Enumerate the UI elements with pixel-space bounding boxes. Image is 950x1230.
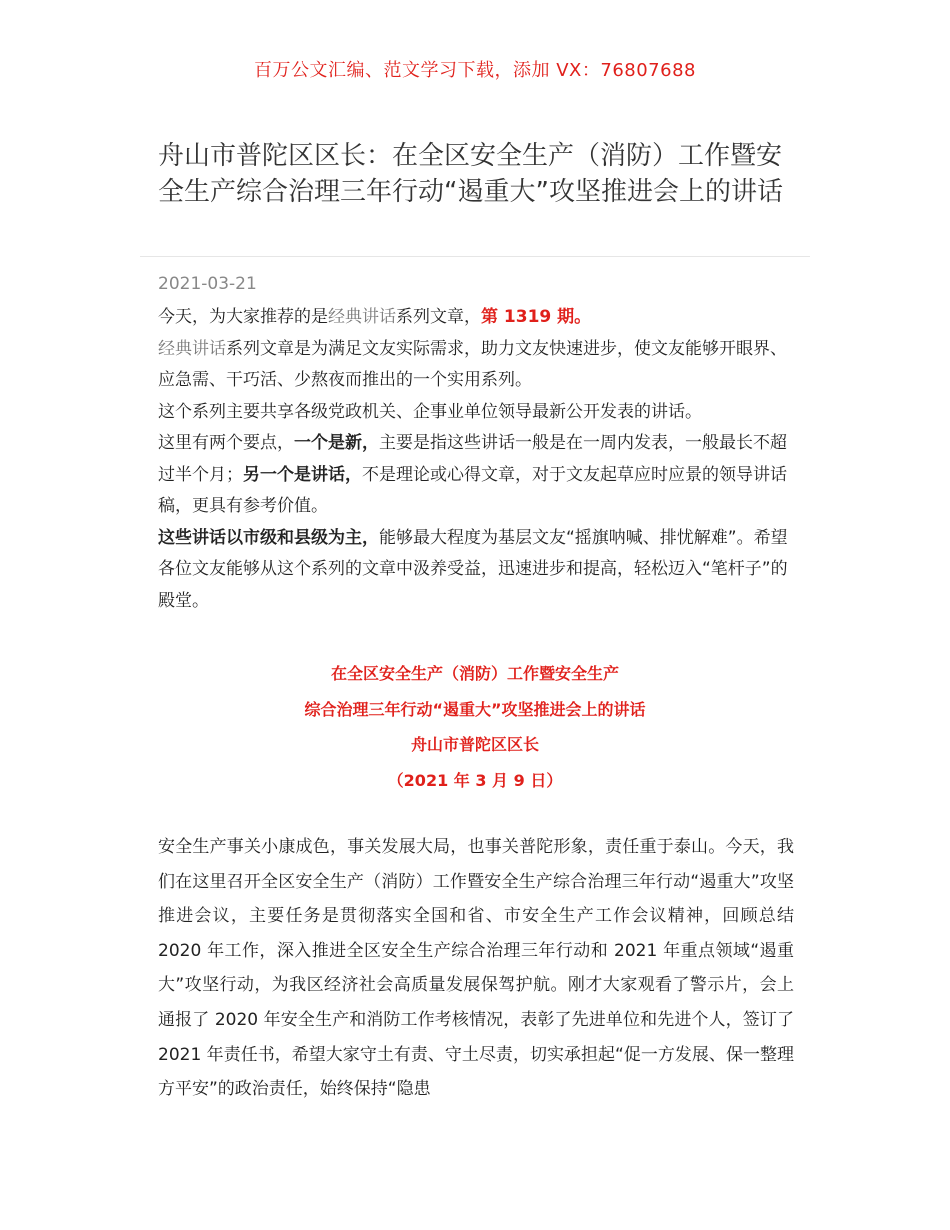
publish-date: 2021-03-21	[158, 274, 257, 294]
promo-banner: 百万公文汇编、范文学习下载，添加 VX：76807688	[254, 60, 696, 81]
issue-number: 第 1319 期。	[481, 307, 592, 327]
intro-emphasis: 另一个是讲话，	[243, 464, 362, 485]
intro-text: 主要是指这些讲话一般是在一周内发表，一般最长不超过半个月；	[158, 433, 787, 485]
series-intro	[158, 302, 794, 617]
intro-text: 这里有两个要点，	[158, 433, 294, 453]
intro-emphasis: 一个是新，	[294, 433, 379, 453]
series-name: 经典讲话	[328, 307, 396, 327]
intro-paragraph-3: 这个系列主要共享各级党政机关、企事业单位领导最新公开发表的讲话。	[158, 401, 702, 422]
intro-text: 今天，为大家推荐的是	[158, 307, 328, 327]
intro-text: 不是理论或心得文章，对于文友起草应时应景的领导讲话稿，更具有参考价值。	[158, 464, 787, 516]
speech-title-line-1: 在全区安全生产（消防）工作暨安全生产	[330, 664, 619, 683]
intro-paragraph-1	[158, 302, 794, 334]
article-title: 舟山市普陀区区长：在全区安全生产（消防）工作暨安全生产综合治理三年行动“遏重大”攻坚推进会上的讲话	[158, 141, 783, 207]
intro-paragraph-4	[158, 428, 794, 523]
intro-text: 能够最大程度为基层文友“摇旗呐喊、排忧解难”。希望各位文友能够从这个系列的文章中汲养受益，迅速进步和提高，轻松迈入“笔杆子”的殿堂。	[158, 527, 788, 611]
intro-emphasis: 这些讲话以市级和县级为主，	[158, 527, 379, 548]
speech-date: （2021 年 3 月 9 日）	[387, 770, 563, 790]
speech-heading	[0, 656, 950, 798]
speech-speaker: 舟山市普陀区区长	[410, 735, 539, 754]
intro-text: 系列文章，	[396, 307, 481, 327]
intro-text: 系列文章是为满足文友实际需求，助力文友快速进步，使文友能够开眼界、应急需、干巧活、少熬夜而推出的一个实用系列。	[158, 338, 787, 390]
title-divider	[140, 256, 810, 257]
intro-paragraph-5	[158, 523, 794, 618]
intro-paragraph-2	[158, 334, 794, 397]
speech-body: 安全生产事关小康成色，事关发展大局，也事关普陀形象，责任重于泰山。今天，我们在这里召开全区安全生产（消防）工作暨安全生产综合治理三年行动“遏重大”攻坚推进会议，主要任务是贯彻落实全国和省、市安全生产工作会议精神，回顾总结 2020 年工作，深入推进全区安全生产综合治理三年行动和 2021 年重点领域“遏重大”攻坚行动，为我区经济社会高质量发展保驾护航。刚才大家观看了警示片，会上通报了 2020 年安全生产和消防工作考核情况，表彰了先进单位和先进个人，签订了 2021 年责任书，希望大家守土有责、守土尽责，切实承担起“促一方发展、保一整理方平安”的政治责任，始终保持“隐患	[158, 837, 794, 1100]
speech-title-line-2: 综合治理三年行动“遏重大”攻坚推进会上的讲话	[304, 699, 646, 719]
series-name: 经典讲话	[158, 338, 226, 359]
